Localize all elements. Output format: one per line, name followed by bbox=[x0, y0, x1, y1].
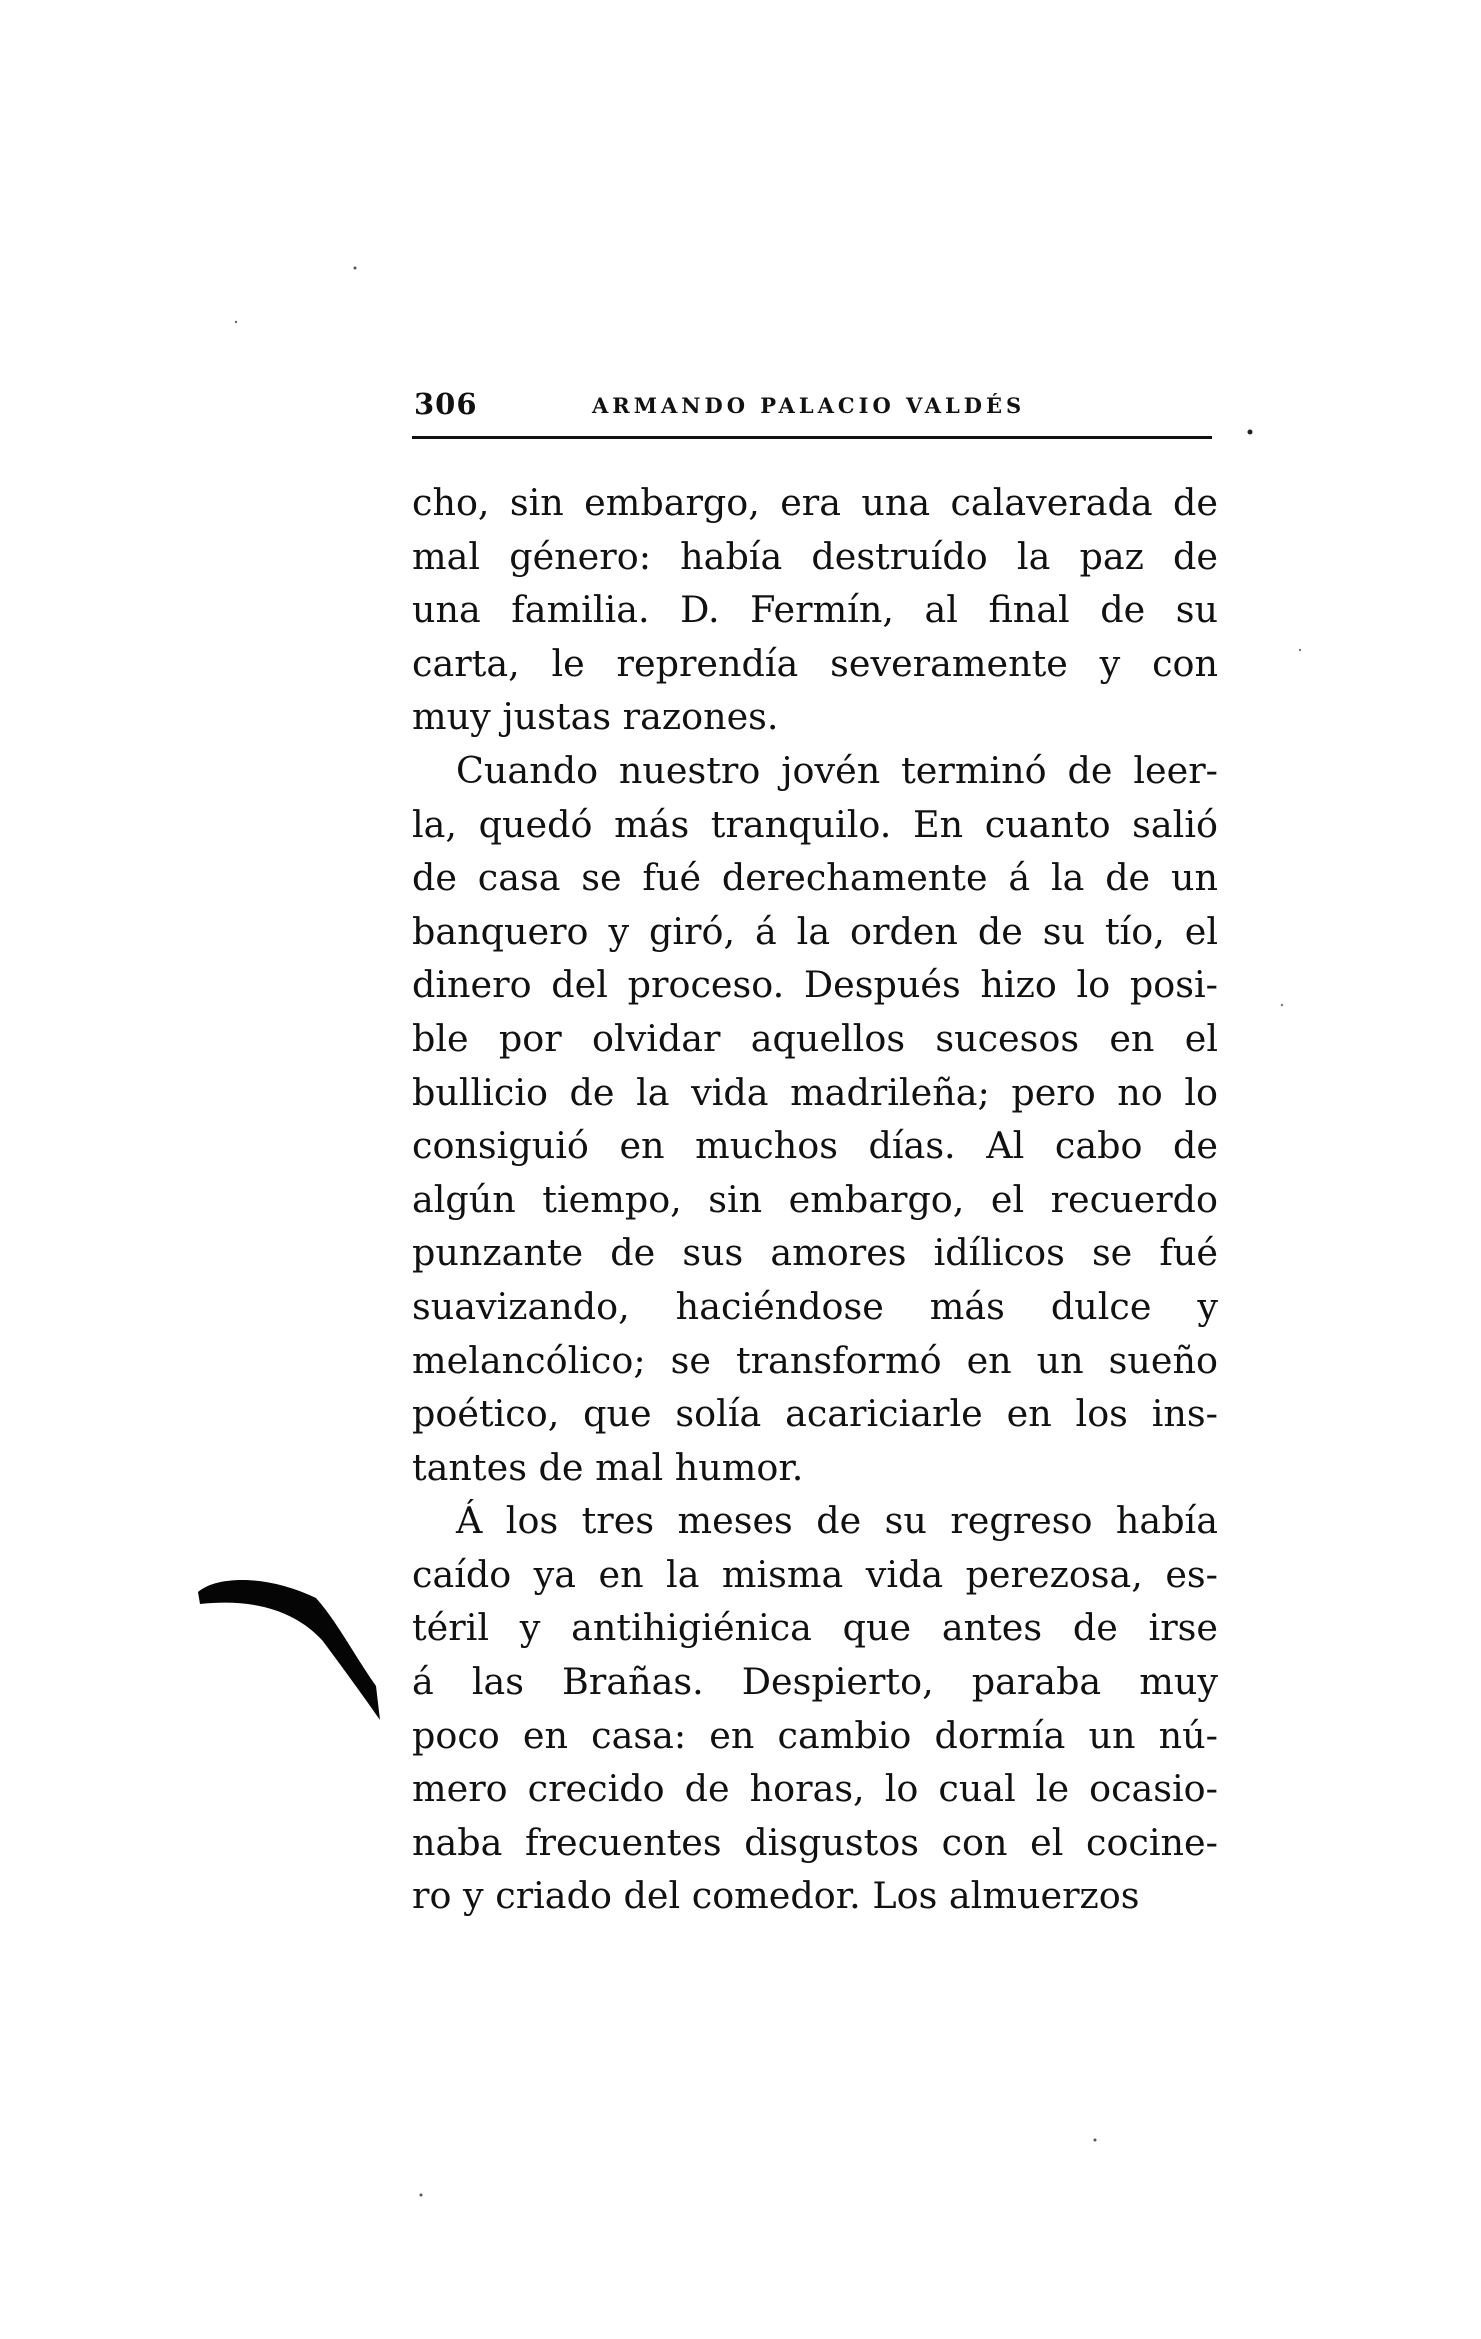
text-line: melancólico; se transformó en un sueño bbox=[412, 1338, 1218, 1382]
text-line: de casa se fué derechamente á la de un bbox=[412, 856, 1218, 900]
text-line: muy justas razones. bbox=[412, 695, 779, 739]
page-number: 306 bbox=[414, 387, 478, 421]
text-line: bullicio de la vida madrileña; pero no lo bbox=[412, 1070, 1218, 1114]
text-line: tantes de mal humor. bbox=[412, 1445, 804, 1489]
text-line: una familia. D. Fermín, al final de su bbox=[412, 588, 1218, 632]
text-line: algún tiempo, sin embargo, el recuerdo bbox=[412, 1177, 1218, 1221]
text-line: poético, que solía acariciarle en los ins- bbox=[412, 1392, 1218, 1436]
text-line: banquero y giró, á la orden de su tío, el bbox=[412, 909, 1218, 953]
scan-stroke-mark bbox=[196, 1568, 396, 1738]
text-line: punzante de sus amores idílicos se fué bbox=[412, 1231, 1218, 1275]
text-line: poco en casa: en cambio dormía un nú- bbox=[412, 1713, 1218, 1757]
text-line: la, quedó más tranquilo. En cuanto salió bbox=[412, 802, 1218, 846]
text-line: caído ya en la misma vida perezosa, es- bbox=[412, 1552, 1218, 1596]
text-line: mal género: había destruído la paz de bbox=[412, 534, 1218, 578]
text-line: téril y antihigiénica que antes de irse bbox=[412, 1606, 1218, 1650]
text-line: cho, sin embargo, era una calaverada de bbox=[412, 481, 1218, 524]
text-line: carta, le reprendía severamente y con bbox=[412, 641, 1218, 685]
text-line: mero crecido de horas, lo cual le ocasio- bbox=[412, 1767, 1218, 1811]
text-line: suavizando, haciéndose más dulce y bbox=[412, 1284, 1218, 1328]
running-title: ARMANDO PALACIO VALDÉS bbox=[592, 393, 1026, 418]
text-line: á las Brañas. Despierto, paraba muy bbox=[412, 1660, 1218, 1704]
text-line: ro y criado del comedor. Los almuerzos bbox=[412, 1874, 1140, 1918]
text-line: naba frecuentes disgustos con el cocine- bbox=[412, 1820, 1218, 1864]
text-line: Á los tres meses de su regreso había bbox=[456, 1499, 1218, 1543]
text-line: consiguió en muchos días. Al cabo de bbox=[412, 1124, 1218, 1168]
text-line: ble por olvidar aquellos sucesos en el bbox=[412, 1016, 1218, 1060]
text-line: Cuando nuestro jovén terminó de leer- bbox=[456, 748, 1218, 792]
text-line: dinero del proceso. Después hizo lo posi- bbox=[412, 963, 1218, 1007]
